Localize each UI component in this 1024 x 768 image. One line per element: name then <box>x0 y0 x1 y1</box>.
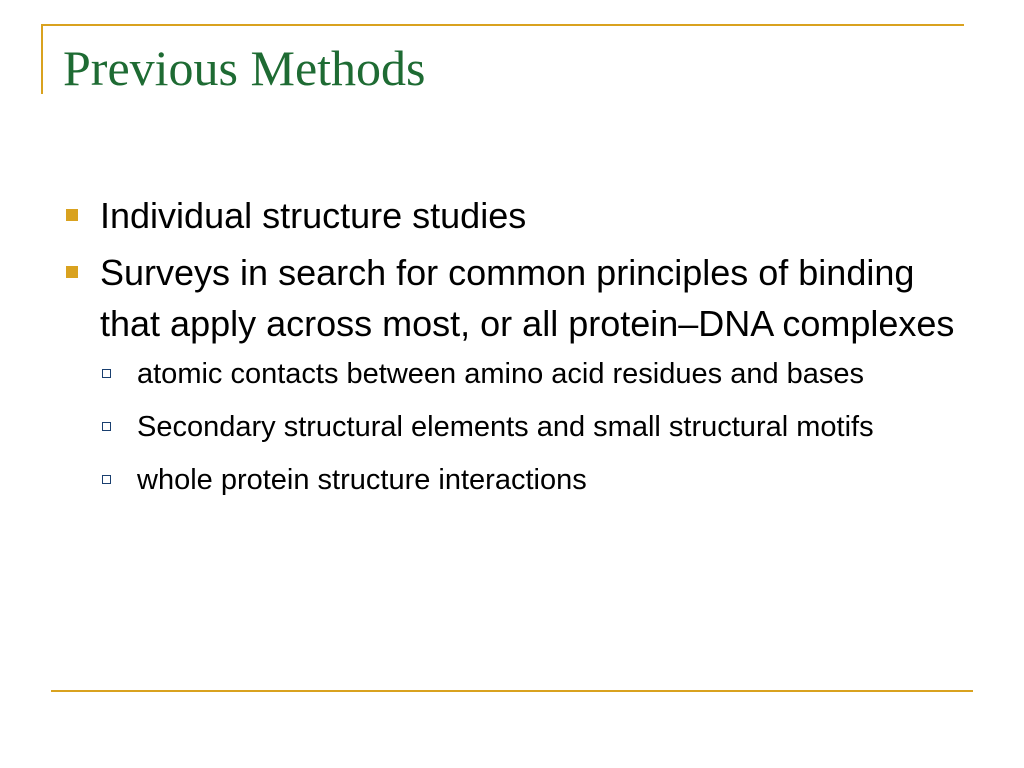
sub-bullet-text: atomic contacts between amino acid residues and bases <box>137 358 865 390</box>
bullet-item <box>63 190 963 241</box>
hollow-square-bullet-icon <box>102 422 111 431</box>
sub-bullet-list <box>100 353 963 501</box>
slide-title: Previous Methods <box>63 40 426 96</box>
left-gold-rule <box>41 24 43 94</box>
slide-content <box>63 190 963 512</box>
sub-bullet-text: Secondary structural elements and small structural motifs <box>137 411 874 443</box>
bullet-item <box>63 247 963 501</box>
bullet-text: Surveys in search for common principles of binding that apply across most, or all protein–DNA complexes <box>100 252 955 344</box>
bottom-gold-rule <box>51 690 973 692</box>
sub-bullet-item <box>100 353 963 395</box>
bullet-list <box>63 190 963 501</box>
top-gold-rule <box>41 24 964 26</box>
sub-bullet-item <box>100 406 963 448</box>
hollow-square-bullet-icon <box>102 475 111 484</box>
gold-square-bullet-icon <box>66 266 78 278</box>
sub-bullet-text: whole protein structure interactions <box>137 464 587 496</box>
hollow-square-bullet-icon <box>102 369 111 378</box>
gold-square-bullet-icon <box>66 209 78 221</box>
sub-bullet-item <box>100 459 963 501</box>
bullet-text: Individual structure studies <box>100 195 527 236</box>
